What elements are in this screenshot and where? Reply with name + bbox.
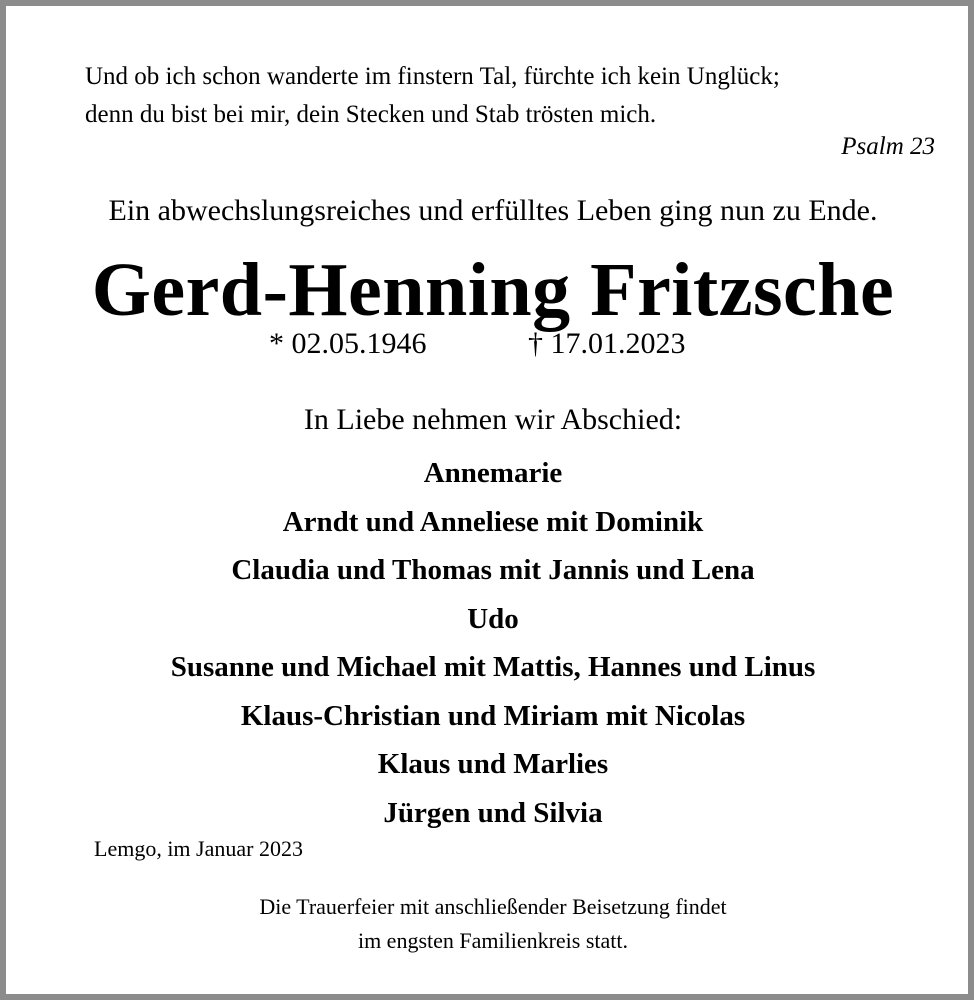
verse-line-2: denn du bist bei mir, dein Stecken und Stab trösten mich. [85,101,657,128]
mourner-entry: Jürgen und Silvia [383,796,603,829]
mourner-entry: Susanne und Michael mit Mattis, Hannes und Linus [170,651,816,683]
mourner-entry: Klaus und Marlies [377,748,609,780]
notice-line-1: Die Trauerfeier mit anschließender Beisetzung findet [259,894,727,919]
mourners-list [6,449,974,837]
mourner-entry: Udo [467,602,519,635]
mourner-entry: Claudia und Thomas mit Jannis und Lena [231,554,755,586]
bible-verse [85,58,945,134]
mourner-entry: Arndt und Anneliese mit Dominik [282,505,704,538]
deceased-name: Gerd-Henning Fritzsche [91,248,895,332]
notice-line-2: im engsten Familienkreis statt. [357,928,629,953]
verse-source: Psalm 23 [841,133,935,160]
intro-text: Ein abwechslungsreiches und erfülltes Leben ging nun zu Ende. [108,194,878,227]
death-date: † 17.01.2023 [528,327,686,360]
birth-date: * 02.05.1946 [269,327,427,360]
funeral-notice [6,890,974,958]
verse-line-1: Und ob ich schon wanderte im finstern Tal, fürchte ich kein Unglück; [85,63,780,90]
mourner-entry: Annemarie [423,457,563,489]
mourner-entry: Klaus-Christian und Miriam mit Nicolas [240,699,746,732]
farewell-text: In Liebe nehmen wir Abschied: [303,403,683,436]
place-and-date: Lemgo, im Januar 2023 [94,836,303,861]
